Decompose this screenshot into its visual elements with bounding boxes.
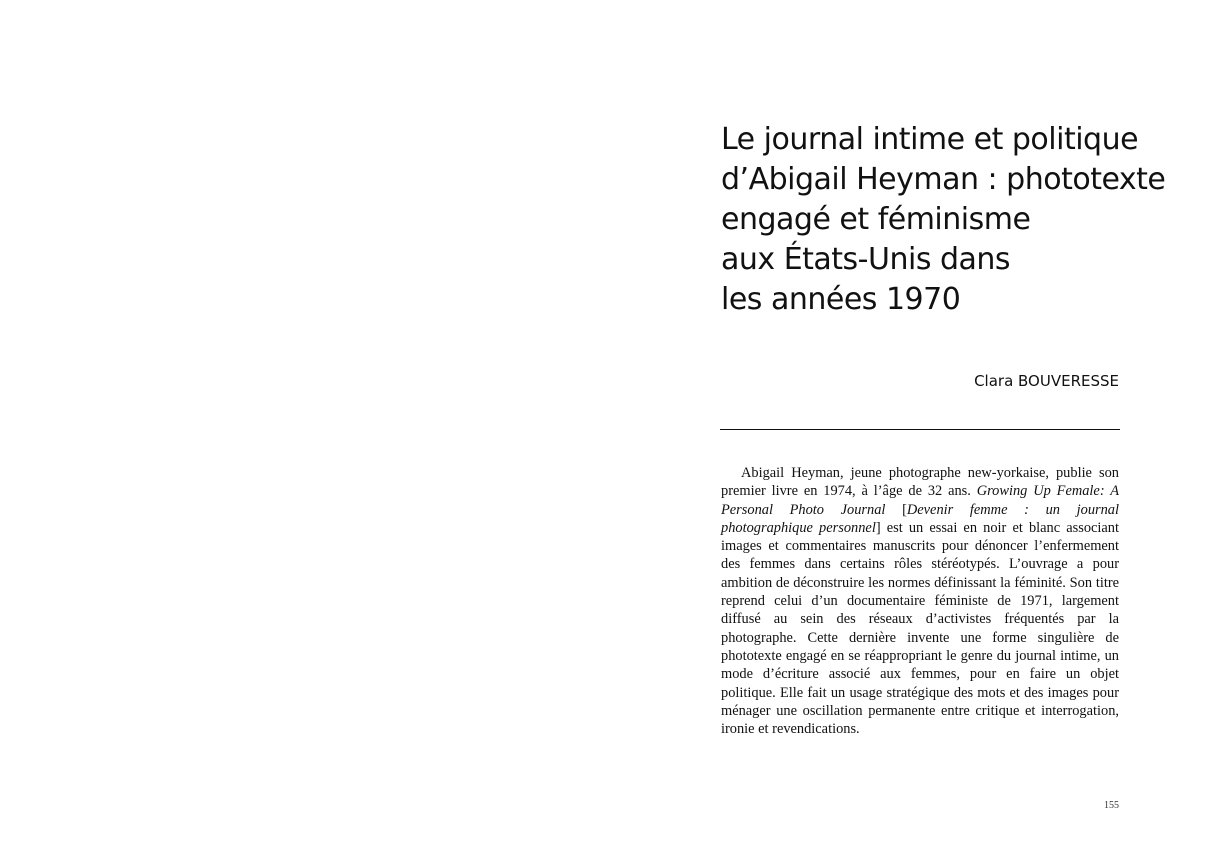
title-line: aux États-Unis dans bbox=[721, 242, 1011, 277]
abstract-text: Abigail Heyman, jeune photographe new-yorkaise, publie son premier livre en 1974, à l’âge de 32 ans. bbox=[721, 465, 1119, 500]
right-page bbox=[613, 0, 1226, 865]
title-line: engagé et féminisme bbox=[721, 202, 1031, 237]
abstract-text: [ bbox=[885, 501, 907, 518]
chapter-title bbox=[721, 120, 1166, 320]
abstract-paragraph bbox=[721, 464, 1119, 738]
book-title-translation: Devenir femme : un journal photographique personnel bbox=[721, 501, 1119, 536]
title-line: les années 1970 bbox=[721, 282, 961, 317]
divider-rule bbox=[720, 429, 1120, 430]
author-name: Clara BOUVERESSE bbox=[974, 372, 1119, 390]
title-line: d’Abigail Heyman : phototexte bbox=[721, 162, 1166, 197]
title-line: Le journal intime et politique bbox=[721, 122, 1139, 157]
abstract-text: ] est un essai en noir et blanc associant images et commentaires manuscrits pour dénoncer l’enfermement des femmes dans certains rôles stéréotypés. L’ouvrage a pour ambition de déconstruire les normes définissant la féminité. Son titre reprend celui d’un documentaire féministe de 1971, largement diffusé au sein des réseaux d’activistes fréquentés par la photographe. Cette dernière invente une forme singulière de phototexte engagé en se réappropriant le genre du journal intime, un mode d’écriture associé aux femmes, pour en faire un objet politique. Elle fait un usage stratégique des mots et des images pour ménager une oscillation permanente entre critique et interrogation, ironie et revendications. bbox=[721, 519, 1119, 738]
page-number: 155 bbox=[1104, 800, 1119, 811]
book-title: Growing Up Female: A Personal Photo Journal bbox=[721, 483, 1119, 518]
